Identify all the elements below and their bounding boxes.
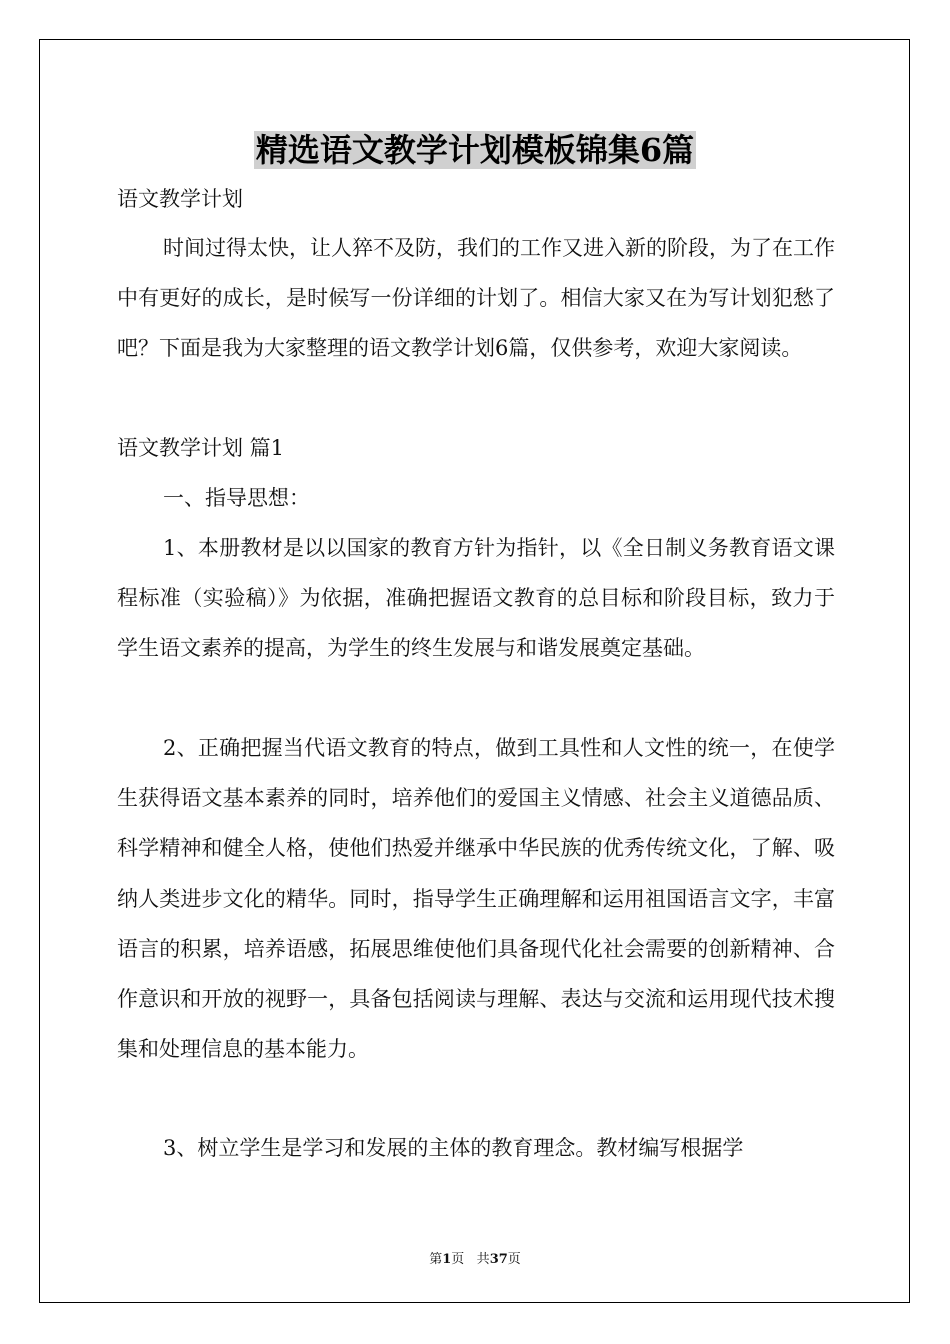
guide-heading: 一、指导思想： [163,486,310,510]
intro-paragraph: 时间过得太快，让人猝不及防，我们的工作又进入新的阶段，为了在工作中有更好的成长，是时候写一份详细的计划了。相信大家又在为写计划犯愁了吧？下面是我为大家整理的语文教学计划6篇，仅供参考，欢迎大家阅读。 [117,236,835,361]
document-subtitle: 语文教学计划 [117,187,243,211]
point-3-paragraph: 3、树立学生是学习和发展的主体的教育理念。教材编写根据学 [163,1136,744,1160]
point-1-paragraph: 1、本册教材是以以国家的教育方针为指针，以《全日制义务教育语文课程标准（实验稿）》为依据，准确把握语文教育的总目标和阶段目标，致力于学生语文素养的提高，为学生的终生发展与和谐发展奠定基础。 [117,536,835,661]
page-footer: 第1页 共37页 [429,1252,521,1267]
page-number: 1 [442,1252,452,1267]
document-title: 精选语文教学计划模板锦集6篇 [255,131,695,169]
point-2-paragraph: 2、正确把握当代语文教育的特点，做到工具性和人文性的统一，在使学生获得语文基本素养的同时，培养他们的爱国主义情感、社会主义道德品质、科学精神和健全人格，使他们热爱并继承中华民族的优秀传统文化，了解、吸纳人类进步文化的精华。同时，指导学生正确理解和运用祖国语言文字，丰富语言的积累，培养语感，拓展思维使他们具备现代化社会需要的创新精神、合作意识和开放的视野一，具备包括阅读与理解、表达与交流和运用现代技术搜集和处理信息的基本能力。 [117,736,835,1062]
total-pages: 37 [489,1252,508,1267]
section-heading: 语文教学计划 篇1 [117,436,285,460]
